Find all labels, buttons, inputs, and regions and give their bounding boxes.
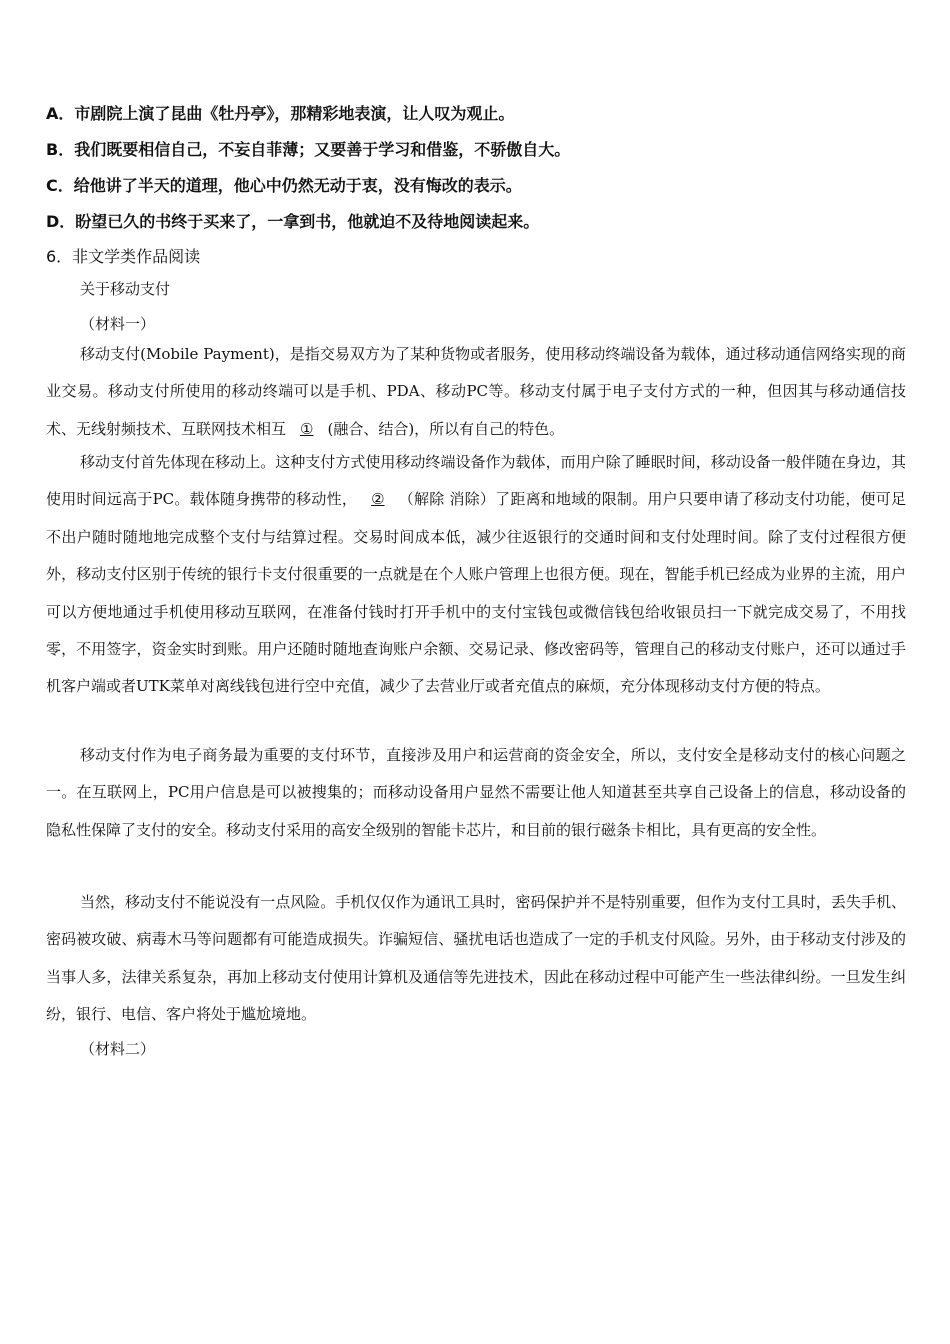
question-heading: 6．非文学类作品阅读 bbox=[46, 247, 201, 266]
paragraph-2-text-a: 移动支付首先体现在移动上。这种支付方式使用移动终端设备作为载体，而用户除了睡眠时间，移动设备一般伴随在身边，其使用时间远高于PC。载体随身携带的移动性， bbox=[46, 453, 906, 509]
paragraph-2-text-b: （解除 消除）了距离和地域的限制。用户只要申请了移动支付功能，便可足不出户随时随地地完成整个支付与结算过程。交易时间成本低，减少往返银行的交通时间和支付处理时间。除了支付过程很方便外，移动支付区别于传统的银行卡支付很重要的一点就是在个人账户管理上也很方便。现在，智能手机已经成为业界的主流，用户可以方便地通过手机使用移动互联网，在准备付钱时打开手机中的支付宝钱包或微信钱包给收银员扫一下就完成交易了，不用找零，不用签字，资金实时到账。用户还随时随地查询账户余额、交易记录、修改密码等，管理自己的移动支付账户，还可以通过手机客户端或者UTK菜单对离线钱包进行空中充值，减少了去营业厅或者充值点的麻烦，充分体现移动支付方便的特点。 bbox=[46, 490, 906, 696]
option-c: C．给他讲了半天的道理，他心中仍然无动于衷，没有悔改的表示。 bbox=[46, 176, 522, 195]
paragraph-1 bbox=[46, 336, 906, 448]
article-title: 关于移动支付 bbox=[80, 280, 171, 298]
paragraph-4: 当然，移动支付不能说没有一点风险。手机仅仅作为通讯工具时，密码保护并不是特别重要，但作为支付工具时，丢失手机、密码被攻破、病毒木马等问题都有可能造成损失。诈骗短信、骚扰电话也造成了一定的手机支付风险。另外，由于移动支付涉及的当事人多，法律关系复杂，再加上移动支付使用计算机及通信等先进技术，因此在移动过程中可能产生一些法律纠纷。一旦发生纠纷，银行、电信、客户将处于尴尬境地。 bbox=[46, 893, 906, 1024]
material-two-label: （材料二） bbox=[80, 1040, 156, 1058]
paragraph-1-text-a: 移动支付(Mobile Payment)，是指交易双方为了某种货物或者服务，使用移动终端设备为载体，通过移动通信网络实现的商业交易。移动支付所使用的移动终端可以是手机、PDA、移动PC等。移动支付属于电子支付方式的一种，但因其与移动通信技术、无线射频技术、互联网技术相互 bbox=[46, 345, 906, 438]
paragraph-2 bbox=[46, 444, 906, 706]
option-b: B．我们既要相信自己，不妄自菲薄；又要善于学习和借鉴，不骄傲自大。 bbox=[46, 140, 571, 159]
blank-1: ① bbox=[300, 419, 314, 438]
option-d: D．盼望已久的书终于买来了，一拿到书，他就迫不及待地阅读起来。 bbox=[46, 212, 540, 231]
paragraph-1-text-b: (融合、结合)，所以有自己的特色。 bbox=[327, 419, 565, 438]
option-a: A．市剧院上演了昆曲《牡丹亭》，那精彩地表演，让人叹为观止。 bbox=[46, 104, 515, 123]
paragraph-3: 移动支付作为电子商务最为重要的支付环节，直接涉及用户和运营商的资金安全，所以，支付安全是移动支付的核心问题之一。在互联网上，PC用户信息是可以被搜集的；而移动设备用户显然不需要让他人知道甚至共享自己设备上的信息，移动设备的隐私性保障了支付的安全。移动支付采用的高安全级别的智能卡芯片，和目前的银行磁条卡相比，具有更高的安全性。 bbox=[46, 746, 906, 839]
material-one-label: （材料一） bbox=[80, 315, 156, 333]
blank-2: ② bbox=[371, 490, 385, 509]
